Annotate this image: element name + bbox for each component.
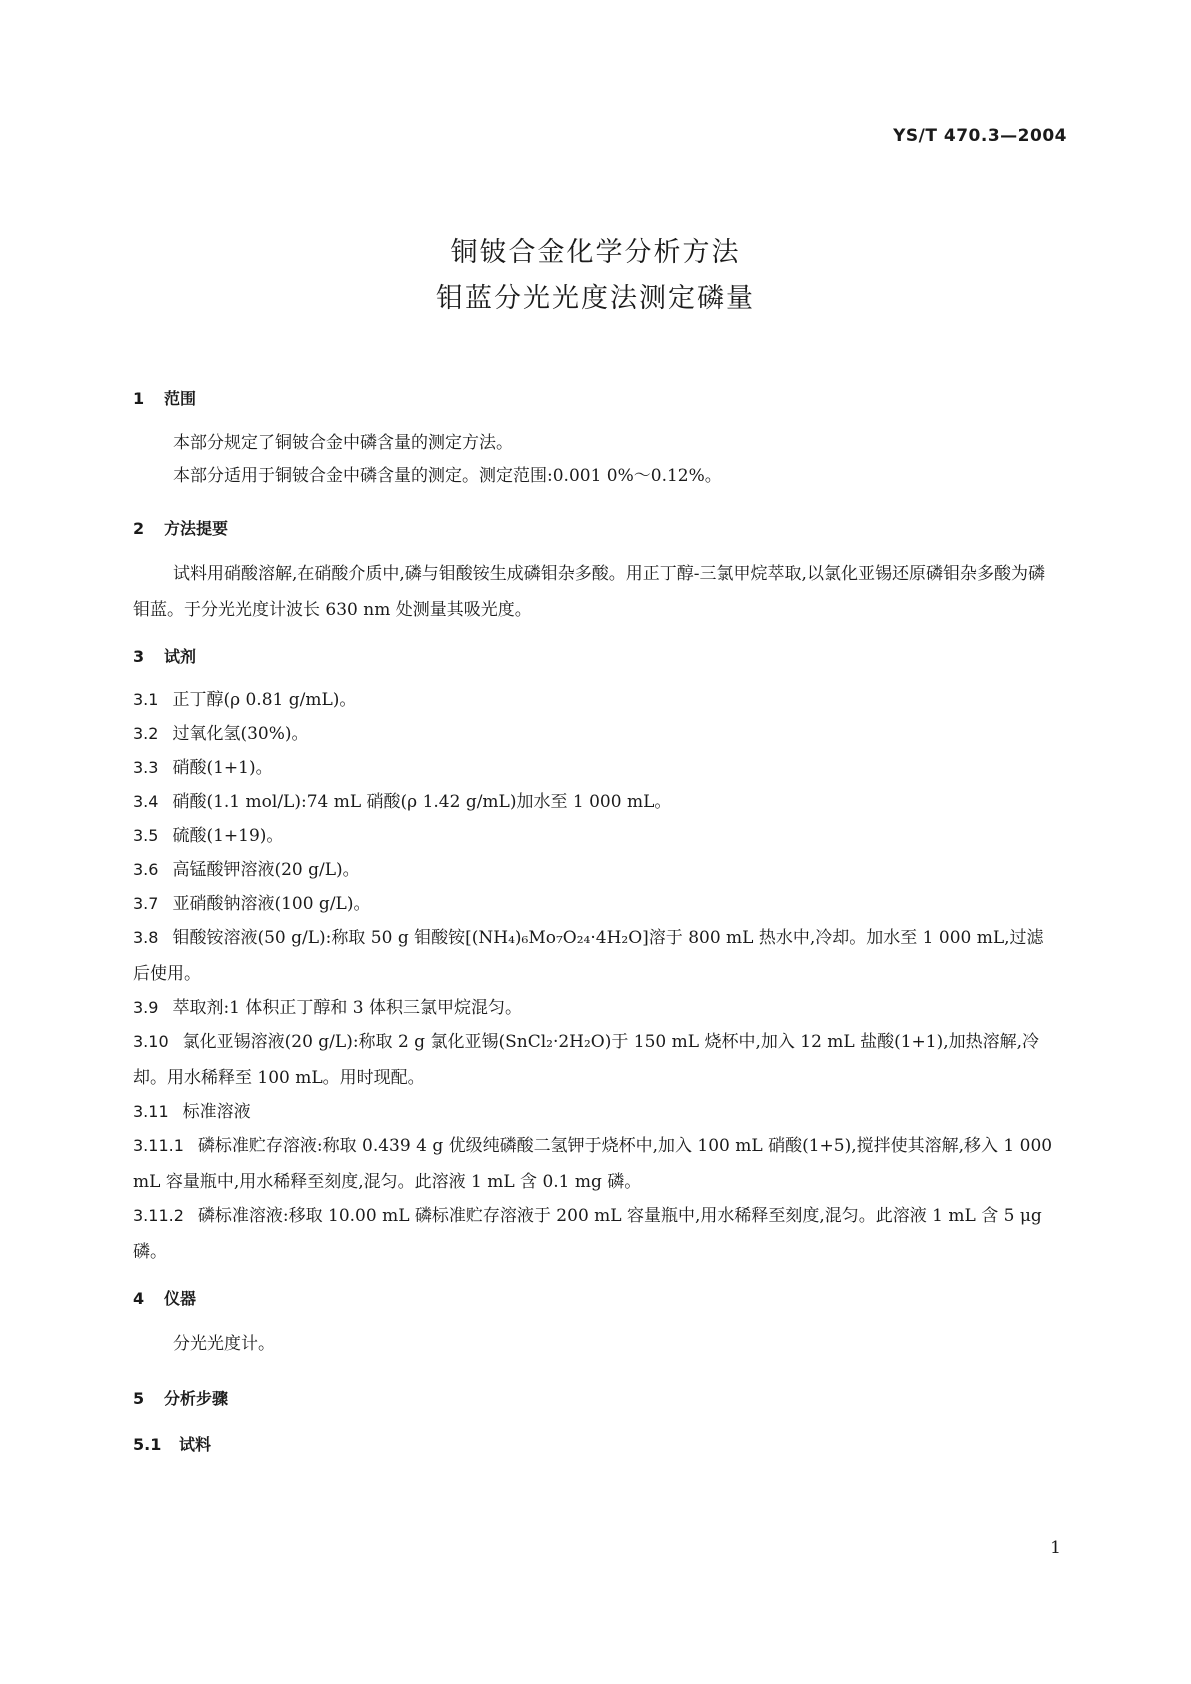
reagent-item: [133, 784, 1058, 820]
item-text: 磷标准贮存溶液:称取 0.439 4 g 优级纯磷酸二氢钾于烧杯中,加入 100 mL 硝酸(1+5),搅拌使其溶解,移入 1 000 mL 容量瓶中,用水稀释至刻度,混匀。此溶液 1 mL 含 0.1 mg 磷。: [133, 1136, 1053, 1192]
reagent-item: [133, 1198, 1058, 1270]
reagent-item: [133, 1128, 1058, 1200]
section-number: 4: [133, 1289, 145, 1308]
section-2-paragraph-1: 试料用硝酸溶解,在硝酸介质中,磷与钼酸铵生成磷钼杂多酸。用正丁醇-三氯甲烷萃取,以氯化亚锡还原磷钼杂多酸为磷钼蓝。于分光光度计波长 630 nm 处测量其吸光度。: [133, 564, 1045, 620]
section-1-paragraph-1: 本部分规定了铜铍合金中磷含量的测定方法。: [173, 433, 513, 453]
item-number: 3.4: [133, 792, 159, 811]
section-3-heading: [133, 644, 196, 667]
reagent-item: [133, 990, 1058, 1026]
document-title-line-2: 钼蓝分光光度法测定磷量: [436, 283, 755, 314]
item-text: 磷标准溶液:移取 10.00 mL 磷标准贮存溶液于 200 mL 容量瓶中,用水稀释至刻度,混匀。此溶液 1 mL 含 5 μg 磷。: [133, 1206, 1042, 1262]
section-number: 2: [133, 519, 145, 538]
section-title: 仪器: [164, 1289, 197, 1308]
item-text: 高锰酸钾溶液(20 g/L)。: [172, 860, 360, 880]
section-5-heading: [133, 1386, 228, 1409]
reagent-item: [133, 920, 1058, 992]
reagent-item: [133, 886, 1058, 922]
section-number: 1: [133, 389, 145, 408]
item-number: 3.1: [133, 690, 159, 709]
reagent-item: [133, 682, 1058, 718]
reagent-item: [133, 1094, 1058, 1130]
section-number: 5.1: [133, 1435, 162, 1454]
item-text: 硝酸(1+1)。: [172, 758, 273, 778]
section-1-paragraph-2: 本部分适用于铜铍合金中磷含量的测定。测定范围:0.001 0%～0.12%。: [173, 466, 722, 486]
item-text: 氯化亚锡溶液(20 g/L):称取 2 g 氯化亚锡(SnCl₂·2H₂O)于 150 mL 烧杯中,加入 12 mL 盐酸(1+1),加热溶解,冷却。用水稀释至 100 mL。用时现配。: [133, 1032, 1040, 1088]
reagent-item: [133, 1024, 1058, 1096]
standard-number: YS/T 470.3—2004: [893, 126, 1067, 146]
item-text: 过氧化氢(30%)。: [172, 724, 309, 744]
item-text: 萃取剂:1 体积正丁醇和 3 体积三氯甲烷混匀。: [172, 998, 523, 1018]
item-number: 3.2: [133, 724, 159, 743]
item-number: 3.3: [133, 758, 159, 777]
section-title: 方法提要: [164, 519, 229, 538]
item-text: 硫酸(1+19)。: [172, 826, 284, 846]
item-number: 3.6: [133, 860, 159, 879]
item-text: 正丁醇(ρ 0.81 g/mL)。: [172, 690, 357, 710]
item-number: 3.11: [133, 1102, 169, 1121]
section-title: 范围: [164, 389, 197, 408]
item-text: 硝酸(1.1 mol/L):74 mL 硝酸(ρ 1.42 g/mL)加水至 1 000 mL。: [172, 792, 672, 812]
document-title-line-1: 铜铍合金化学分析方法: [450, 237, 741, 268]
page-number: 1: [1050, 1538, 1061, 1558]
item-number: 3.7: [133, 894, 159, 913]
section-number: 3: [133, 647, 145, 666]
reagent-item: [133, 852, 1058, 888]
section-4-paragraph-1: 分光光度计。: [173, 1334, 275, 1354]
item-number: 3.9: [133, 998, 159, 1017]
item-text: 亚硝酸钠溶液(100 g/L)。: [172, 894, 371, 914]
section-title: 试剂: [164, 647, 197, 666]
reagent-item: [133, 818, 1058, 854]
item-number: 3.11.2: [133, 1206, 184, 1225]
reagent-item: [133, 716, 1058, 752]
item-number: 3.11.1: [133, 1136, 184, 1155]
section-title: 试料: [179, 1435, 212, 1454]
item-text: 标准溶液: [182, 1102, 251, 1122]
reagent-item: [133, 750, 1058, 786]
item-number: 3.10: [133, 1032, 169, 1051]
section-5-1-heading: [133, 1432, 211, 1455]
item-text: 钼酸铵溶液(50 g/L):称取 50 g 钼酸铵[(NH₄)₆Mo₇O₂₄·4H₂O]溶于 800 mL 热水中,冷却。加水至 1 000 mL,过滤后使用。: [133, 928, 1044, 984]
section-number: 5: [133, 1389, 145, 1408]
section-4-heading: [133, 1286, 196, 1309]
section-1-heading: [133, 386, 196, 409]
item-number: 3.8: [133, 928, 159, 947]
section-2-heading: [133, 516, 228, 539]
section-title: 分析步骤: [164, 1389, 229, 1408]
item-number: 3.5: [133, 826, 159, 845]
